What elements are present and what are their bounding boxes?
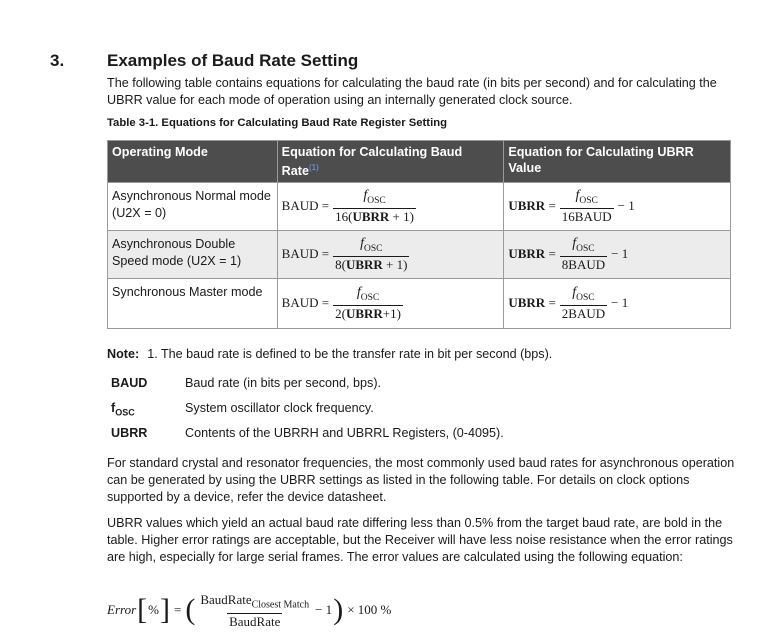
ubrr-values-paragraph: UBRR values which yield an actual baud rate differing less than 0.5% from the target baud rate, are bold in the table. Higher error ratings are acceptable, but the Receiver will have less noise resistance when the error ratings are high, especially for large serial frames. The error values are calculated using the following equation: xyxy=(107,516,733,564)
right-paren: ) xyxy=(333,593,344,627)
ubrr-lhs: UBRR xyxy=(508,198,546,214)
baud-fraction xyxy=(333,237,409,272)
header-ubrr-equation: Equation for Calculating UBRR Value xyxy=(504,141,731,183)
definition-desc: Contents of the UBRRH and UBRRL Registers, (0-4095). xyxy=(185,426,504,440)
ubrr-numerator: $f_{OSC}$ xyxy=(572,236,595,255)
error-equation xyxy=(107,592,391,629)
error-numerator: BaudRate$_{Closest Match}$ xyxy=(200,592,310,611)
baud-equation-cell xyxy=(277,231,504,279)
error-denominator: BaudRate xyxy=(229,613,281,629)
table-header-row xyxy=(108,141,731,183)
ubrr-fraction xyxy=(560,237,607,272)
note-label: Note: xyxy=(107,347,140,361)
intro-paragraph: The following table contains equations for calculating the baud rate (in bits per second) and for calculating the UBRR value for each mode of operation using an internally generated clock source. xyxy=(107,76,717,107)
mode-cell: Synchronous Master mode xyxy=(108,279,278,329)
right-bracket: ] xyxy=(159,593,170,627)
ubrr-lhs: UBRR xyxy=(508,295,546,311)
mode-cell: Asynchronous Double Speed mode (U2X = 1) xyxy=(108,231,278,279)
baud-equation xyxy=(282,237,414,272)
header-baud-label: Equation for Calculating Baud Rate xyxy=(281,145,463,179)
error-factor: × 100 % xyxy=(347,602,392,618)
ubrr-equation: UBRR = $\frac{f_{OSC}}{\text{16BAUD}}$ − 1 xyxy=(508,188,635,225)
header-operating-mode: Operating Mode xyxy=(108,141,278,183)
ubrr-equation-cell xyxy=(504,231,731,279)
definition-desc: System oscillator clock frequency. xyxy=(185,401,374,415)
baud-equation-cell xyxy=(277,183,504,231)
ubrr-fraction xyxy=(560,286,607,321)
baud-numerator: $f_{OSC}$ xyxy=(363,188,386,207)
definition-term: $f_{OSC}$ xyxy=(111,401,135,418)
error-fraction xyxy=(198,592,311,629)
table-row xyxy=(108,231,731,279)
ubrr-equation-cell xyxy=(504,183,731,231)
baud-numerator: $f_{OSC}$ xyxy=(356,285,380,304)
ubrr-fraction xyxy=(560,189,614,224)
baud-denominator: 2(UBRR+1) xyxy=(335,306,401,322)
baud-fraction xyxy=(333,189,416,224)
baud-equation-cell xyxy=(277,279,504,329)
definition-term: UBRR xyxy=(111,426,148,440)
error-tail: − 1 xyxy=(315,602,333,618)
ubrr-tail: − 1 xyxy=(617,198,635,214)
mode-cell: Asynchronous Normal mode (U2X = 0) xyxy=(108,183,278,231)
ubrr-numerator: $f_{OSC}$ xyxy=(575,188,598,207)
section-number: 3. xyxy=(50,51,65,70)
ubrr-denominator: 2BAUD xyxy=(561,306,606,322)
ubrr-lhs: UBRR xyxy=(508,246,546,262)
ubrr-equation: UBRR = $\frac{f_{OSC}}{\text{2BAUD}}$ − 1 xyxy=(508,285,629,322)
ubrr-tail: − 1 xyxy=(611,295,629,311)
baud-equation xyxy=(282,189,420,224)
baud-lhs: BAUD = xyxy=(281,198,330,214)
standard-baud-paragraph: For standard crystal and resonator frequencies, the most commonly used baud rates for asynchronous operation can be generated by using the UBRR settings as listed in the following table. For details on clock options supported by a device, refer the device datasheet. xyxy=(107,456,735,504)
ubrr-tail: − 1 xyxy=(611,246,629,262)
baud-lhs: BAUD = xyxy=(281,295,330,311)
baud-fraction xyxy=(333,286,403,321)
section-title: Examples of Baud Rate Setting xyxy=(107,51,359,70)
left-paren: ( xyxy=(185,593,196,627)
definition-term: BAUD xyxy=(111,376,148,390)
ubrr-numerator: $f_{OSC}$ xyxy=(572,285,595,304)
baud-denominator: 16(UBRR + 1) xyxy=(335,209,414,225)
baud-rate-equation-table xyxy=(107,140,731,329)
note-text: 1. The baud rate is defined to be the transfer rate in bit per second (bps). xyxy=(147,347,553,361)
header-baud-equation xyxy=(277,141,504,183)
table-caption: Table 3-1. Equations for Calculating Baud Rate Register Setting xyxy=(107,117,448,129)
ubrr-denominator: 8BAUD xyxy=(561,257,606,273)
baud-equation xyxy=(282,286,407,321)
ubrr-equation: UBRR = $\frac{f_{OSC}}{\text{8BAUD}}$ − 1 xyxy=(508,236,629,273)
table-row xyxy=(108,183,731,231)
error-lhs: Error xyxy=(107,602,137,618)
table-note xyxy=(107,347,552,361)
footnote-ref[interactable]: (1) xyxy=(308,163,319,172)
table-row xyxy=(108,279,731,329)
baud-lhs: BAUD = xyxy=(281,246,330,262)
left-bracket: [ xyxy=(137,593,148,627)
baud-numerator: $f_{OSC}$ xyxy=(360,236,383,255)
error-unit: % xyxy=(148,602,159,618)
equals-sign: = xyxy=(173,602,182,618)
definition-desc: Baud rate (in bits per second, bps). xyxy=(185,376,382,390)
ubrr-equation-cell xyxy=(504,279,731,329)
ubrr-denominator: 16BAUD xyxy=(561,209,612,225)
baud-denominator: 8(UBRR + 1) xyxy=(335,257,408,273)
